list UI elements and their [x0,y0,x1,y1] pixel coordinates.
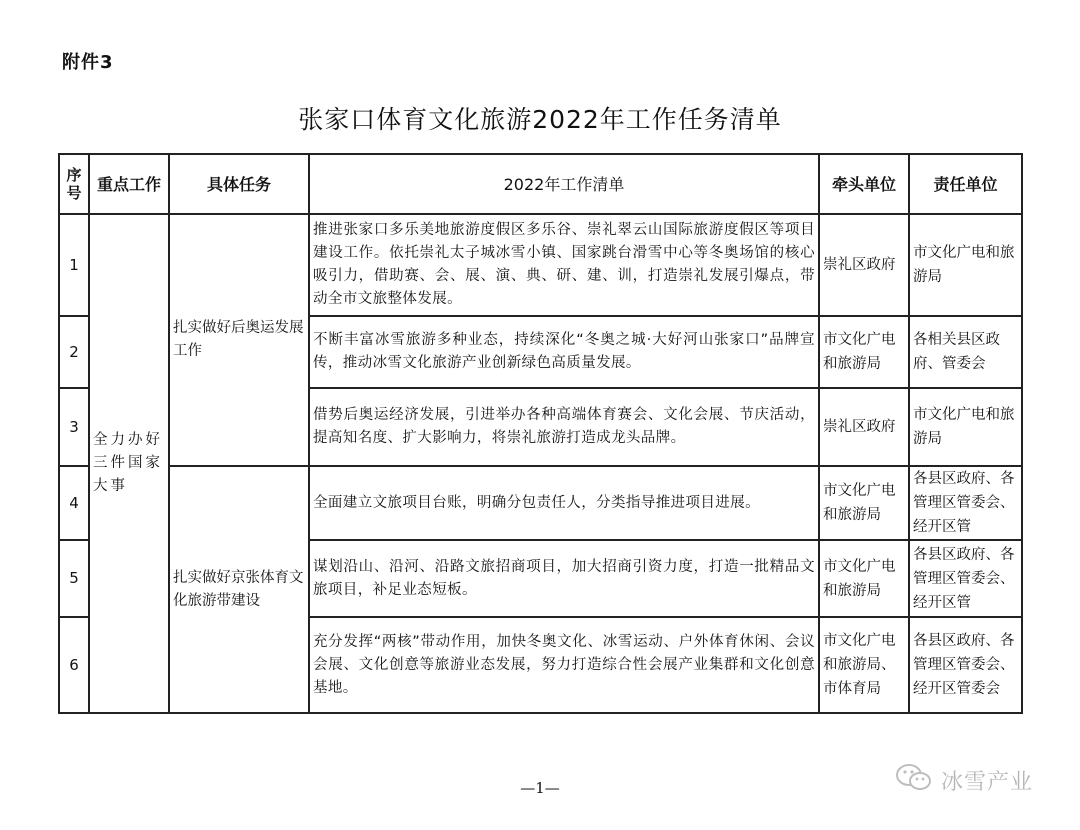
watermark-text: 冰雪产业 [941,769,1034,795]
task-cell: 扎实做好京张体育文化旅游带建设 [169,466,309,713]
page-title: 张家口体育文化旅游2022年工作任务清单 [298,105,782,134]
work-list-cell: 谋划沿山、沿河、沿路文旅招商项目，加大招商引资力度，打造一批精品文旅项目，补足业态短板。 [309,540,819,617]
attachment-label: 附件3 [62,52,114,73]
work-list-cell: 全面建立文旅项目台账，明确分包责任人，分类指导推进项目进展。 [309,466,819,540]
table-row [59,214,1022,316]
key-work-cell: 全力办好三件国家大事 [89,214,169,713]
row-number: 2 [59,316,89,388]
responsible-unit-cell: 各县区政府、各管理区管委会、经开区管 [909,540,1022,617]
lead-unit-cell: 市文化广电和旅游局 [819,540,909,617]
page-number: —1— [520,779,560,797]
header-list: 2022年工作清单 [309,154,819,214]
lead-unit-cell: 市文化广电和旅游局、市体育局 [819,617,909,713]
work-list-cell: 不断丰富冰雪旅游多种业态，持续深化“冬奥之城·大好河山张家口”品牌宣传，推动冰雪文化旅游产业创新绿色高质量发展。 [309,316,819,388]
row-number: 6 [59,617,89,713]
lead-unit-cell: 市文化广电和旅游局 [819,466,909,540]
row-number: 3 [59,388,89,466]
responsible-unit-cell: 各县区政府、各管理区管委会、经开区管 [909,466,1022,540]
responsible-unit-cell: 各县区政府、各管理区管委会、经开区管委会 [909,617,1022,713]
table-header-row [59,154,1022,214]
watermark [895,762,1033,798]
work-list-cell: 推进张家口多乐美地旅游度假区多乐谷、崇礼翠云山国际旅游度假区等项目建设工作。依托崇礼太子城冰雪小镇、国家跳台滑雪中心等冬奥场馆的核心吸引力，借助赛、会、展、演、典、研、建、训，打造崇礼发展引爆点，带动全市文旅整体发展。 [309,214,819,316]
responsible-unit-cell: 市文化广电和旅游局 [909,388,1022,466]
responsible-unit-cell: 各相关县区政府、管委会 [909,316,1022,388]
work-list-cell: 借势后奥运经济发展，引进举办各种高端体育赛会、文化会展、节庆活动，提高知名度、扩大影响力，将崇礼旅游打造成龙头品牌。 [309,388,819,466]
lead-unit-cell: 市文化广电和旅游局 [819,316,909,388]
header-key-work: 重点工作 [89,154,169,214]
wechat-icon [895,762,933,798]
row-number: 4 [59,466,89,540]
responsible-unit-cell: 市文化广电和旅游局 [909,214,1022,316]
task-table [58,153,1023,714]
lead-unit-cell: 崇礼区政府 [819,388,909,466]
work-list-cell: 充分发挥“两核”带动作用，加快冬奥文化、冰雪运动、户外体育休闲、会议会展、文化创意等旅游业态发展，努力打造综合性会展产业集群和文化创意基地。 [309,617,819,713]
task-cell: 扎实做好后奥运发展工作 [169,214,309,466]
table-row [59,466,1022,540]
header-task: 具体任务 [169,154,309,214]
row-number: 5 [59,540,89,617]
header-lead: 牵头单位 [819,154,909,214]
header-no: 序号 [59,154,89,214]
row-number: 1 [59,214,89,316]
header-resp: 责任单位 [909,154,1022,214]
lead-unit-cell: 崇礼区政府 [819,214,909,316]
